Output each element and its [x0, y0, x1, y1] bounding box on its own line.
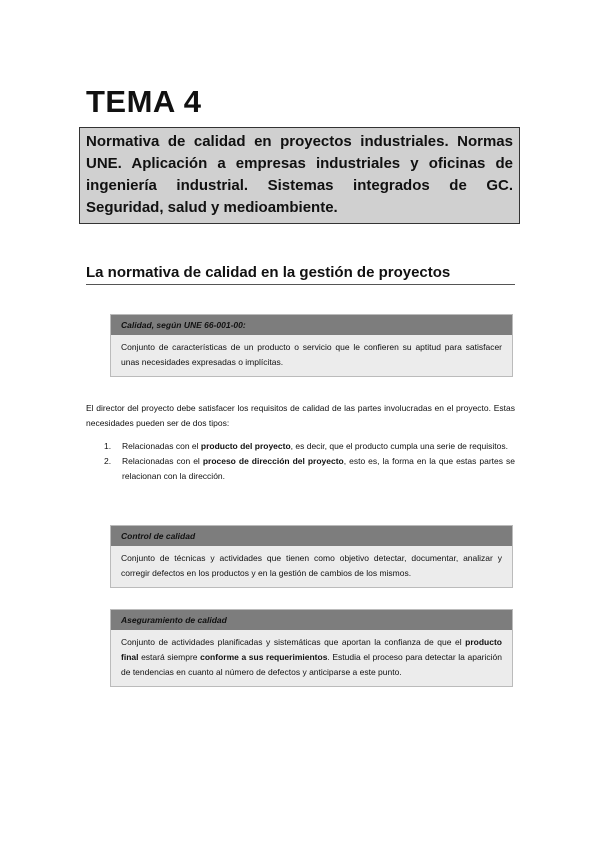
definition-box-heading: Aseguramiento de calidad: [111, 610, 512, 630]
list-item-text: Relacionadas con el: [122, 441, 201, 451]
body-text: Conjunto de actividades planificadas y sistemáticas que aportan la confianza de que el: [121, 637, 466, 647]
requirements-list: [86, 439, 515, 484]
list-item-number: 1.: [104, 441, 112, 451]
topic-subtitle-box: Normativa de calidad en proyectos industriales. Normas UNE. Aplicación a empresas industriales y oficinas de ingeniería industrial. Sistemas integrados de GC. Seguridad, salud y medioambiente.: [79, 127, 520, 224]
list-item-text: Relacionadas con el: [122, 456, 203, 466]
list-item-text: , es decir, que el producto cumpla una serie de requisitos.: [290, 441, 509, 451]
list-item-text: , esto es, la forma en la que estas partes se relacionan con la dirección.: [122, 456, 515, 481]
definition-box-body: Conjunto de técnicas y actividades que tienen como objetivo detectar, documentar, analizar y corregir defectos en los productos y en la gestión de cambios de los mismos.: [111, 546, 512, 587]
definition-box-body: Conjunto de características de un producto o servicio que le confieren su aptitud para satisfacer unas necesidades expresadas o implícitas.: [111, 335, 512, 376]
definition-box-aseguramiento: [110, 609, 513, 687]
definition-box-control: [110, 525, 513, 588]
definition-box-heading: Calidad, según UNE 66-001-00:: [111, 315, 512, 335]
page-title: TEMA 4: [86, 84, 202, 119]
list-item-bold-text: producto del proyecto: [200, 441, 291, 451]
definition-box-body: [111, 630, 512, 686]
list-item-number: 2.: [104, 456, 112, 466]
section-heading: La normativa de calidad en la gestión de proyectos: [86, 264, 515, 285]
list-item-bold-text: proceso de dirección del proyecto: [202, 456, 344, 466]
list-item: [86, 454, 515, 484]
body-text: . Estudia el proceso para detectar la aparición de tendencias en cuanto al número de defectos y anticiparse a este punto.: [121, 652, 502, 677]
definition-box-calidad: [110, 314, 513, 377]
list-item: [86, 439, 515, 454]
body-paragraph: El director del proyecto debe satisfacer los requisitos de calidad de las partes involucradas en el proyecto. Estas necesidades pueden ser de dos tipos:: [86, 403, 515, 428]
body-text: estará siempre: [138, 652, 201, 662]
bold-text: producto final: [121, 637, 502, 662]
bold-text: conforme a sus requerimientos: [200, 652, 328, 662]
definition-box-heading: Control de calidad: [111, 526, 512, 546]
